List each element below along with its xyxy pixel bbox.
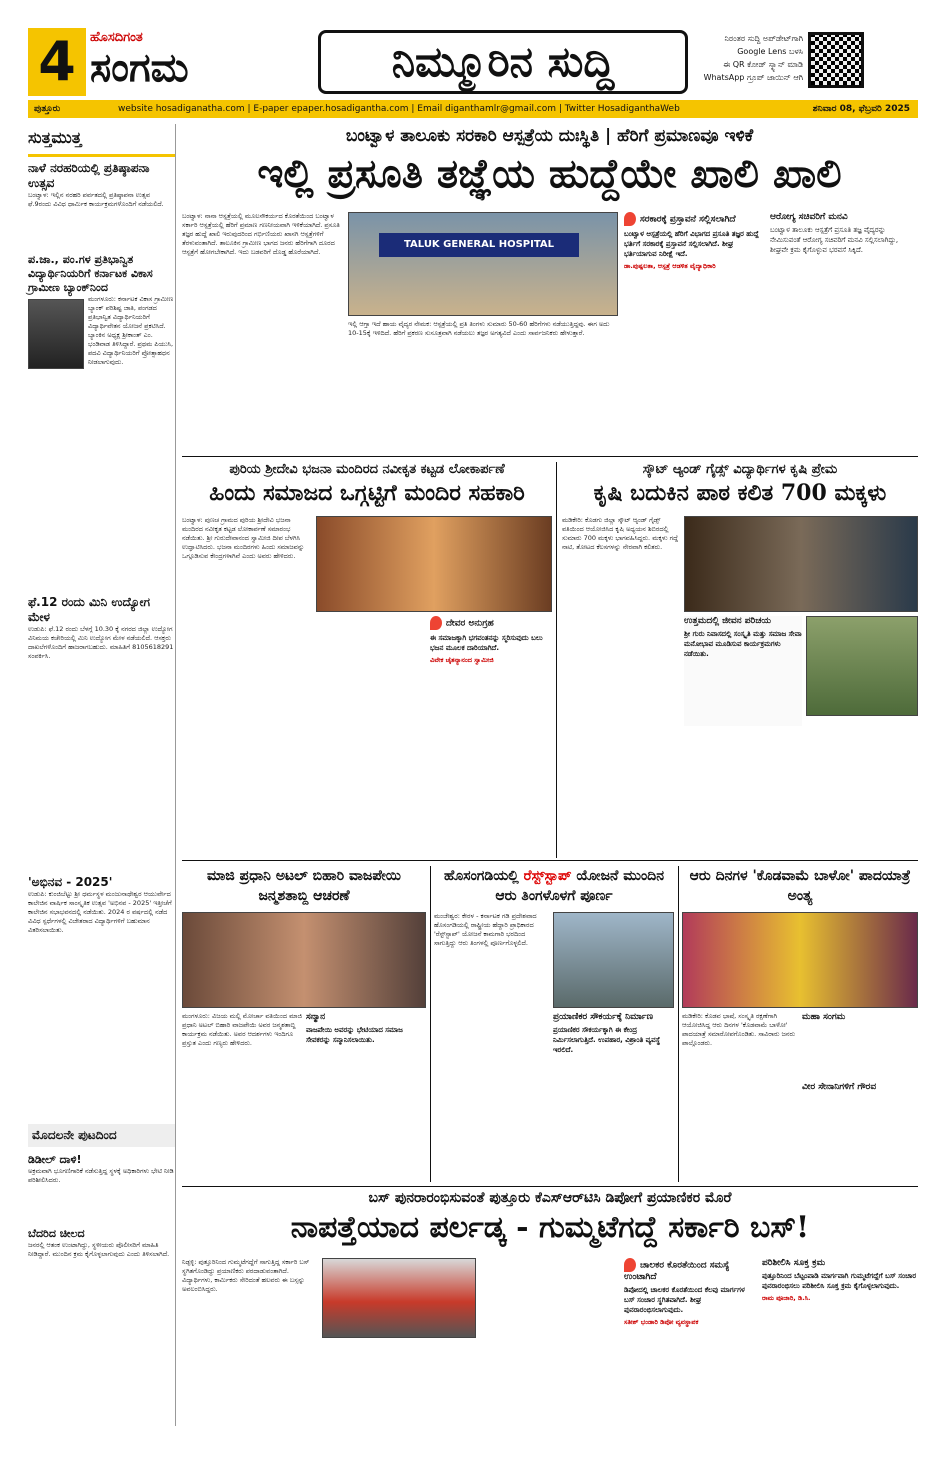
story7-headline: ನಾಪತ್ತೆಯಾದ ಪರ್ಲಡ್ಕ - ಗುಮ್ಮಟೆಗದ್ದೆ ಸರ್ಕಾರಿ ಬಸ್! [290,1210,810,1245]
quote-box [624,212,764,362]
sidebar-body: ಬಂಟ್ವಾಳ: ಇಲ್ಲಿನ ನರಹರಿ ಪರ್ವತದಲ್ಲಿ ಪ್ರತಿಷ್ಠಾಪನಾ ಉತ್ಸವ ಫೆ.9ರಂದು ವಿವಿಧ ಧಾರ್ಮಿಕ ಕಾರ್ಯಕ್ರಮಗಳೊಂದಿಗೆ ನಡೆಯಲಿದೆ. [28,191,164,208]
story6-headline: ಆರು ದಿನಗಳ 'ಕೊಡವಾಮೆ ಬಾಳೋ' ಪಾದಯಾತ್ರೆ ಅಂತ್ಯ [689,868,911,904]
quote-title: ದೇವರ ಅನುಗ್ರಹ [446,618,494,629]
band-date: ಶನಿವಾರ 08, ಫೆಬ್ರವರಿ 2025 [812,104,910,114]
farm-photo [806,616,918,716]
masthead-band [28,100,918,118]
divider [556,462,557,858]
divider [678,866,679,1182]
quote-body: ಈ ಸಮಾಜಕ್ಕಾಗಿ ಭಗವಂತನನ್ನು ಸ್ಮರಿಸುವುದು ಬಲು ಭಜನ ಮೂಲಕ ದಾರಿಯಾಗಿದೆ. [430,634,543,652]
divider [28,154,175,157]
story2-body: ಬಂಟ್ವಾಳ: ಪುಣಚ ಗ್ರಾಮದ ಪುರಿಯ ಶ್ರೀದೇವಿ ಭಜನಾ ಮಂದಿರದ ನವೀಕೃತ ಕಟ್ಟಡ ಲೋಕಾರ್ಪಣೆ ಸಮಾರಂಭ ನಡೆಯಿತು. ಶ್ರೀ ಗುರುದೇವಾನಂದ ಸ್ವಾಮೀಜಿ ದೀಪ ಬೆಳಗಿಸಿ ಉದ್ಘಾಟಿಸಿದರು. ಭಜನಾ ಮಂದಿರಗಳು ಹಿಂದು ಸಮಾಜವನ್ನು ಒಗ್ಗೂಡಿಸುವ ಕೇಂದ್ರಗಳಾಗಿವೆ ಎಂದು ಅವರು ಹೇಳಿದರು. [182,516,305,560]
divider [182,860,918,861]
side-box-body: ಬಂಟ್ವಾಳ ತಾಲೂಕು ಆಸ್ಪತ್ರೆಗೆ ಪ್ರಸೂತಿ ತಜ್ಞ ವೈದ್ಯರನ್ನು ನೇಮಿಸುವಂತೆ ಆರೋಗ್ಯ ಸಚಿವರಿಗೆ ಮನವಿ ಸಲ್ಲಿಸಲಾಗಿದ್ದು, ಶೀಘ್ರವೇ ಕ್ರಮ ಕೈಗೊಳ್ಳುವ ಭರವಸೆ ಸಿಕ್ಕಿದೆ. [770,226,899,254]
story2-kicker: ಪುರಿಯ ಶ್ರೀದೇವಿ ಭಜನಾ ಮಂದಿರದ ನವೀಕೃತ ಕಟ್ಟಡ ಲೋಕಾರ್ಪಣೆ [229,462,505,477]
sidebar-headline: ಡಿಡೀಲ್ ದಾಳಿ! [28,1153,82,1166]
sidebar-body: ಉಡುಪಿ: ಫೆ.12 ರಂದು ಬೆಳಗ್ಗೆ 10.30 ಕ್ಕೆ ನಗರದ ಜಿಲ್ಲಾ ಉದ್ಯೋಗ ವಿನಿಮಯ ಕಚೇರಿಯಲ್ಲಿ ಮಿನಿ ಉದ್ಯೋಗ ಮೇಳ ನಡೆಯಲಿದೆ. ಆಸಕ್ತರು ದಾಖಲೆಗಳೊಂದಿಗೆ ಹಾಜರಾಗಬಹುದು. ಮಾಹಿತಿಗೆ 8105618291 ಸಂಪರ್ಕಿಸಿ. [28,625,174,660]
story6-body: ಮಡಿಕೇರಿ: ಕೊಡವ ಭಾಷೆ, ಸಂಸ್ಕೃತಿ ರಕ್ಷಣೆಗಾಗಿ ಆಯೋಜಿಸಿದ್ದ ಆರು ದಿನಗಳ 'ಕೊಡವಾಮೆ ಬಾಳೋ' ಪಾದಯಾತ್ರೆ ಸಮಾರೋಪಗೊಂಡಿತು. ಸಾವಿರಾರು ಜನರು ಪಾಲ್ಗೊಂಡರು. [682,1012,796,1047]
story7-kicker: ಬಸ್ ಪುನರಾರಂಭಿಸುವಂತೆ ಪುತ್ತೂರು ಕೆಎಸ್ಆರ್‌ಟಿಸಿ ಡಿಪೋಗೆ ಪ್ರಯಾಣಿಕರ ಮೊರೆ [368,1190,732,1206]
story3-headline: ಕೃಷಿ ಬದುಕಿನ ಪಾಠ ಕಲಿತ 700 ಮಕ್ಕಳು [593,480,887,506]
info-box-title: ಉತ್ತಮದಲ್ಲಿ ಜೀವನ ಪರಿಚಯ [684,616,772,626]
quote-icon [624,1258,636,1272]
divider [430,866,431,1182]
info-box-title: ಸನ್ಮಾನ [306,1012,326,1022]
section-title: ನಿಮ್ಮೂರಿನ ಸುದ್ದಿ [318,30,688,94]
story5-headline-part: ಯೋಜನೆ ಮುಂದಿನ ಆರು ತಿಂಗಳೊಳಗೆ ಪೂರ್ಣ [495,868,665,904]
info-box-body: ಪ್ರಯಾಣಿಕರ ಸೌಕರ್ಯಕ್ಕಾಗಿ ಈ ಕೇಂದ್ರ ನಿರ್ಮಿಸಲಾಗುತ್ತಿದೆ. ಉಪಹಾರ, ವಿಶ್ರಾಂತಿ ವ್ಯವಸ್ಥೆ ಇರಲಿದೆ. [553,1026,661,1054]
story7-body: ನಿಡ್ಪಳ್ಳಿ: ಪುತ್ತೂರಿನಿಂದ ಗುಮ್ಮಟೆಗದ್ದೆಗೆ ಸಾಗುತ್ತಿದ್ದ ಸರ್ಕಾರಿ ಬಸ್ ಸ್ಥಗಿತಗೊಂಡಿದ್ದು ಪ್ರಯಾಣಿಕರು ಪರದಾಡುವಂತಾಗಿದೆ. ವಿದ್ಯಾರ್ಥಿಗಳು, ಕಾರ್ಮಿಕರು ಸೇರಿದಂತೆ ಹಲವರು ಈ ಬಸ್ಸನ್ನು ಅವಲಂಬಿಸಿದ್ದರು. [182,1258,310,1293]
side-box-title: ಆರೋಗ್ಯ ಸಚಿವರಿಗೆ ಮನವಿ [770,212,848,222]
quote-body: ಡಿಪೋದಲ್ಲಿ ಚಾಲಕರ ಕೊರತೆಯಿಂದ ಕೆಲವು ಮಾರ್ಗಗಳ ಬಸ್ ಸಂಚಾರ ಸ್ಥಗಿತವಾಗಿದೆ. ಶೀಘ್ರ ಪುನರಾರಂಭಿಸಲಾಗುವುದು. [624,1286,745,1314]
sidebar-body: ಮಂಗಳೂರು: ಕರ್ನಾಟಕ ವಿಕಾಸ ಗ್ರಾಮೀಣ ಬ್ಯಾಂಕ್ ಪರಿಶಿಷ್ಟ ಜಾತಿ, ಪಂಗಡದ ಪ್ರತಿಭಾನ್ವಿತ ವಿದ್ಯಾರ್ಥಿನಿಯರಿಗೆ ವಿದ್ಯಾರ್ಥಿವೇತನ ಯೋಜನೆ ಪ್ರಕಟಿಸಿದೆ. ಬ್ಯಾಂಕಿನ ಅಧ್ಯಕ್ಷ ಶ್ರೀಕಾಂತ್ ಎಂ. ಭಂಡಿವಾಡ ತಿಳಿಸಿದ್ದಾರೆ. ಪ್ರಥಮ ಪಿಯುಸಿ, ಪದವಿ ವಿದ್ಯಾರ್ಥಿನಿಯರಿಗೆ ಪ್ರೋತ್ಸಾಹಧನ ನೀಡಲಾಗುವುದು. [88,295,174,366]
subhead: ಮಹಾ ಸಂಗಮ [802,1012,846,1022]
story4-headline: ಮಾಜಿ ಪ್ರಧಾನಿ ಅಟಲ್ ಬಿಹಾರಿ ವಾಜಪೇಯಿ ಜನ್ಮಶತಾಬ್ದಿ ಆಚರಣೆ [207,868,401,904]
hospital-photo [348,212,618,316]
rally-photo [682,912,918,1008]
event-photo [182,912,426,1008]
side-box [762,1258,918,1426]
quote-author: ಸತೀಶ್ ಭಂಡಾರಿ ಡಿಪೋ ವ್ಯವಸ್ಥಾಪಕ [624,1318,699,1326]
side-box-body: ಪುತ್ತೂರಿನಿಂದ ಬೆಟ್ಟಂಪಾಡಿ ಮಾರ್ಗವಾಗಿ ಗುಮ್ಮಟೆಗದ್ದೆಗೆ ಬಸ್ ಸಂಚಾರ ಪುನರಾರಂಭಿಸಲು ಪರಿಶೀಲಿಸಿ ಸೂಕ್ತ ಕ್ರಮ ಕೈಗೊಳ್ಳಲಾಗುವುದು. [762,1272,917,1290]
side-box [770,212,918,362]
story5-body: ಮಂಜೇಶ್ವರ: ಕೇರಳ - ಕರ್ನಾಟಕ ಗಡಿ ಪ್ರದೇಶವಾದ ಹೊಸಂಗಡಿಯಲ್ಲಿ ರಾಷ್ಟ್ರೀಯ ಹೆದ್ದಾರಿ ಪ್ರಾಧಿಕಾರದ 'ರೆಸ್ಟ್‌ಸ್ಟಾಪ್' ಯೋಜನೆ ಕಾಮಗಾರಿ ಭರದಿಂದ ಸಾಗುತ್ತಿದ್ದು ಆರು ತಿಂಗಳಲ್ಲಿ ಪೂರ್ಣಗೊಳ್ಳಲಿದೆ. [434,912,537,947]
person-photo [28,299,84,369]
quote-body: ಬಂಟ್ವಾಳ ಆಸ್ಪತ್ರೆಯಲ್ಲಿ ಹೆರಿಗೆ ವಿಭಾಗದ ಪ್ರಸೂತಿ ತಜ್ಞರ ಹುದ್ದೆ ಭರ್ತಿಗೆ ಸರಕಾರಕ್ಕೆ ಪ್ರಸ್ತಾವನೆ ಸಲ್ಲಿಸಲಾಗಿದೆ. ಶೀಘ್ರ ಭರ್ತಿಯಾಗುವ ನಿರೀಕ್ಷೆ ಇದೆ. [624,230,759,258]
story3-body: ಮಡಿಕೇರಿ: ಕೊಡಗು ಜಿಲ್ಲಾ ಸ್ಕೌಟ್ ಆ್ಯಂಡ್ ಗೈಡ್ಸ್ ವತಿಯಿಂದ ಆಯೋಜಿಸಿದ ಕೃಷಿ ಅಧ್ಯಯನ ಶಿಬಿರದಲ್ಲಿ ಸುಮಾರು 700 ಮಕ್ಕಳು ಭಾಗವಹಿಸಿದ್ದರು. ಮಕ್ಕಳು ಗದ್ದೆ ನಾಟಿ, ತೋಟದ ಕೆಲಸಗಳನ್ನು ನೇರವಾಗಿ ಕಲಿತರು. [562,516,679,551]
sidebar-body: ಉಡುಪಿ: ಕುಂಜಿಬೆಟ್ಟು ಶ್ರೀ ಧರ್ಮಸ್ಥಳ ಮಂಜುನಾಥೇಶ್ವರ ಆಯುರ್ವೇದ ಕಾಲೇಜಿನ ವಾರ್ಷಿಕ ಸಾಂಸ್ಕೃತಿಕ ಉತ್ಸವ 'ಅಭಿನವ - 2025' ಇತ್ತೀಚೆಗೆ ಕಾಲೇಜಿನ ಸಭಾಭವನದಲ್ಲಿ ನಡೆಯಿತು. 2024 ರ ವರ್ಷದಲ್ಲಿ ನಡೆದ ವಿವಿಧ ಸ್ಪರ್ಧೆಗಳಲ್ಲಿ ವಿಜೇತರಾದ ವಿದ್ಯಾರ್ಥಿಗಳಿಗೆ ಬಹುಮಾನ ವಿತರಿಸಲಾಯಿತು. [28,890,172,934]
quote-author: ವಿವೇಕ ಚೈತನ್ಯಾನಂದ ಸ್ವಾಮೀಜಿ [430,656,494,664]
quote-box [624,1258,756,1426]
story4-body: ಮಂಗಳೂರು: ವಿಜಯ ಮಲ್ಲಿ ಮೋರ್ಚಾ ವತಿಯಿಂದ ಮಾಜಿ ಪ್ರಧಾನಿ ಅಟಲ್ ಬಿಹಾರಿ ವಾಜಪೇಯಿ ಅವರ ಜನ್ಮಶತಾಬ್ದಿ ಕಾರ್ಯಕ್ರಮ ನಡೆಯಿತು. ಅವರ ಆದರ್ಶಗಳು ಇಂದಿಗೂ ಪ್ರಸ್ತುತ ಎಂದು ಗಣ್ಯರು ಹೇಳಿದರು. [182,1012,302,1047]
hospital-sign: TALUK GENERAL HOSPITAL [379,233,579,257]
sidebar-body: ಜನರಲ್ಲಿ ಆತಂಕ ಉಂಟಾಗಿದ್ದು, ಸ್ಥಳೀಯರು ಪೊಲೀಸರಿಗೆ ಮಾಹಿತಿ ನೀಡಿದ್ದಾರೆ. ಮುಂದಿನ ಕ್ರಮ ಕೈಗೊಳ್ಳಲಾಗುವುದು ಎಂದು ತಿಳಿಸಲಾಗಿದೆ. [28,1241,170,1258]
sidebar-headline: ಪ.ಜಾ., ಪಂ.ಗಳ ಪ್ರತಿಭಾನ್ವಿತ ವಿದ್ಯಾರ್ಥಿನಿಯರಿಗೆ ಕರ್ನಾಟಕ ವಿಕಾಸ ಗ್ರಾಮೀಣ ಬ್ಯಾಂಕ್‌ನಿಂದ [28,253,153,294]
lead-body-mid: ಇಲ್ಲಿ ಆಗ್ತಾ ಇದೆ ಹಾಯ ವೈದ್ಯರ ನೇಮಕ: ಆಸ್ಪತ್ರೆಯಲ್ಲಿ ಪ್ರತಿ ತಿಂಗಳು ಸುಮಾರು 50-60 ಹೆರಿಗೆಗಳು ನಡೆಯುತ್ತಿದ್ದವು. ಈಗ ಅದು 10-15ಕ್ಕೆ ಇಳಿದಿದೆ. ಹೆರಿಗೆ ಪ್ರಕರಣ ಸುಸೂತ್ರವಾಗಿ ನಡೆಯಲು ತಜ್ಞರ ಅಗತ್ಯವಿದೆ ಎಂದು ಸಾರ್ವಜನಿಕರು ಹೇಳುತ್ತಾರೆ. [348,320,610,337]
quote-title: ಚಾಲಕರ ಕೊರತೆಯಿಂದ ಸಮಸ್ಯೆ ಉಂಟಾಗಿದೆ [624,1260,730,1282]
qr-line: ನಿರಂತರ ಸುದ್ದಿ ಅಪ್‌ಡೇಟ್‌ಗಾಗಿ [724,34,803,43]
temple-photo [316,516,552,612]
lead-kicker: ಬಂಟ್ವಾಳ ತಾಲೂಕು ಸರಕಾರಿ ಆಸ್ಪತ್ರೆಯ ದುಃಸ್ಥಿತಿ | ಹೆರಿಗೆ ಪ್ರಮಾಣವೂ ಇಳಿಕೆ [345,126,754,146]
band-links[interactable]: website hosadiganatha.com | E-paper epaper.hosadigantha.com | Email diganthamlr@gmail.com | Twitter HosadiganthaWeb [118,104,680,114]
quote-icon [430,616,442,630]
students-photo [684,516,918,612]
qr-code-icon[interactable] [808,32,864,88]
qr-instructions [695,32,803,84]
story5-headline-part: ಹೊಸಂಗಡಿಯಲ್ಲಿ [443,868,524,884]
info-box-body: ಶ್ರೀ ಗುರು ನಿವಾಸದಲ್ಲಿ ಸಂಸ್ಕೃತಿ ಮತ್ತು ಸಮಾಜ ಸೇವಾ ಮನೋಭಾವ ಮೂಡಿಸುವ ಕಾರ್ಯಕ್ರಮಗಳು ನಡೆಯಿತು. [684,630,802,658]
brand-title: ಸಂಗಮ [90,44,189,91]
sidebar-body: ಅಕ್ರಮವಾಗಿ ಭೂಗಣಿಗಾರಿಕೆ ನಡೆಸುತ್ತಿದ್ದ ಸ್ಥಳಕ್ಕೆ ಅಧಿಕಾರಿಗಳು ಭೇಟಿ ನೀಡಿ ಪರಿಶೀಲಿಸಿದರು. [28,1167,174,1184]
first-page-header [28,1124,175,1147]
highway-photo [553,912,674,1008]
quote-author: ಡಾ.ಪುಷ್ಪಲತಾ, ಆಸ್ಪತ್ರೆ ಆಡಳಿತ ವೈದ್ಯಾಧಿಕಾರಿ [624,262,716,270]
info-box-title: ಪ್ರಯಾಣಿಕರ ಸೌಕರ್ಯಕ್ಕೆ ನಿರ್ಮಾಣ [553,1012,653,1022]
qr-line: WhatsApp ಗ್ರೂಪ್ ಜಾಯಿನ್ ಆಗಿ [703,73,803,82]
band-edition: ಪುತ್ತೂರು [34,104,61,114]
sidebar-column-title: ಸುತ್ತಮುತ್ತ [28,128,82,147]
quote-icon [624,212,636,226]
divider [182,456,918,457]
subhead: ವೀರ ಸೇನಾನಿಗಳಿಗೆ ಗೌರವ [802,1082,877,1092]
divider [182,1186,918,1187]
sidebar-headline: ನಾಳೆ ನರಹರಿಯಲ್ಲಿ ಪ್ರತಿಷ್ಠಾಪನಾ ಉತ್ಸವ [28,161,150,190]
first-page-title: ಮೊದಲನೇ ಪುಟದಿಂದ [32,1128,117,1142]
bus-photo [322,1258,476,1338]
info-box-body: ವಾಜಪೇಯಿ ಅವರನ್ನು ಭೇಟಿಯಾದ ಸಮಾಜ ಸೇವಕರನ್ನು ಸನ್ಮಾನಿಸಲಾಯಿತು. [306,1026,403,1044]
lead-body-left: ಬಂಟ್ವಾಳ: ನಾನಾ ಆಸ್ಪತ್ರೆಯಲ್ಲಿ ಮೂಲಸೌಕರ್ಯದ ಕೊರತೆಯಿಂದ ಬಂಟ್ವಾಳ ಸರ್ಕಾರಿ ಆಸ್ಪತ್ರೆಯಲ್ಲಿ ಹೆರಿಗೆ ಪ್ರಮಾಣ ಗಣನೀಯವಾಗಿ ಇಳಿಕೆಯಾಗಿದೆ. ಪ್ರಸೂತಿ ತಜ್ಞರ ಹುದ್ದೆ ಖಾಲಿ ಇರುವುದರಿಂದ ಗರ್ಭಿಣಿಯರು ಖಾಸಗಿ ಆಸ್ಪತ್ರೆಗಳಿಗೆ ತೆರಳುವಂತಾಗಿದೆ. ತಾಲೂಕಿನ ಗ್ರಾಮೀಣ ಭಾಗದ ಜನರು ಹೆರಿಗೆಗಾಗಿ ದೂರದ ಆಸ್ಪತ್ರೆಗೆ ಹೋಗಬೇಕಾಗಿದೆ. ಇದು ಬಡವರಿಗೆ ದೊಡ್ಡ ಹೊರೆಯಾಗಿದೆ. [182,212,340,256]
sidebar [28,124,176,1426]
brand-small: ಹೊಸದಿಗಂತ [90,30,143,45]
sidebar-headline: ಫೆ.12 ರಂದು ಮಿನಿ ಉದ್ಯೋಗ ಮೇಳ [28,595,150,624]
info-box [553,1012,674,1132]
qr-line: ಈ QR ಕೋಡ್ ಸ್ಕ್ಯಾನ್ ಮಾಡಿ [723,60,803,69]
info-box [684,616,802,726]
story2-headline: ಹಿಂದು ಸಮಾಜದ ಒಗ್ಗಟ್ಟಿಗೆ ಮಂದಿರ ಸಹಕಾರಿ [209,480,525,506]
qr-line: Google Lens ಬಳಸಿ [737,47,803,56]
story3-kicker: ಸ್ಕೌಟ್ ಆ್ಯಂಡ್ ಗೈಡ್ಸ್ ವಿದ್ಯಾರ್ಥಿಗಳ ಕೃಷಿ ಪ್ರೇಮ [642,462,838,477]
side-box-title: ಪರಿಶೀಲಿಸಿ ಸೂಕ್ತ ಕ್ರಮ [762,1258,826,1268]
quote-box [430,616,552,726]
sidebar-headline: ಬೆದರಿದ ಚೀಲದ [28,1227,85,1240]
story6-subheads [802,1012,918,1092]
quote-title: ಸರಕಾರಕ್ಕೆ ಪ್ರಸ್ತಾವನೆ ಸಲ್ಲಿಸಲಾಗಿದೆ [640,214,736,225]
sidebar-headline: 'ಅಭಿನವ - 2025' [28,875,113,889]
page-number: 4 [28,28,86,96]
info-box [306,1012,426,1132]
lead-headline: ಇಲ್ಲಿ ಪ್ರಸೂತಿ ತಜ್ಞೆಯ ಹುದ್ದೆಯೇ ಖಾಲಿ ಖಾಲಿ [257,150,842,197]
story5-headline [434,866,674,906]
story5-headline-highlight: ರೆಸ್ಟ್‌ಸ್ಟಾಪ್ [523,868,572,884]
side-box-author: ರಾಮ ಪೂಜಾರಿ, ಡಿ.ಸಿ. [762,1294,811,1302]
